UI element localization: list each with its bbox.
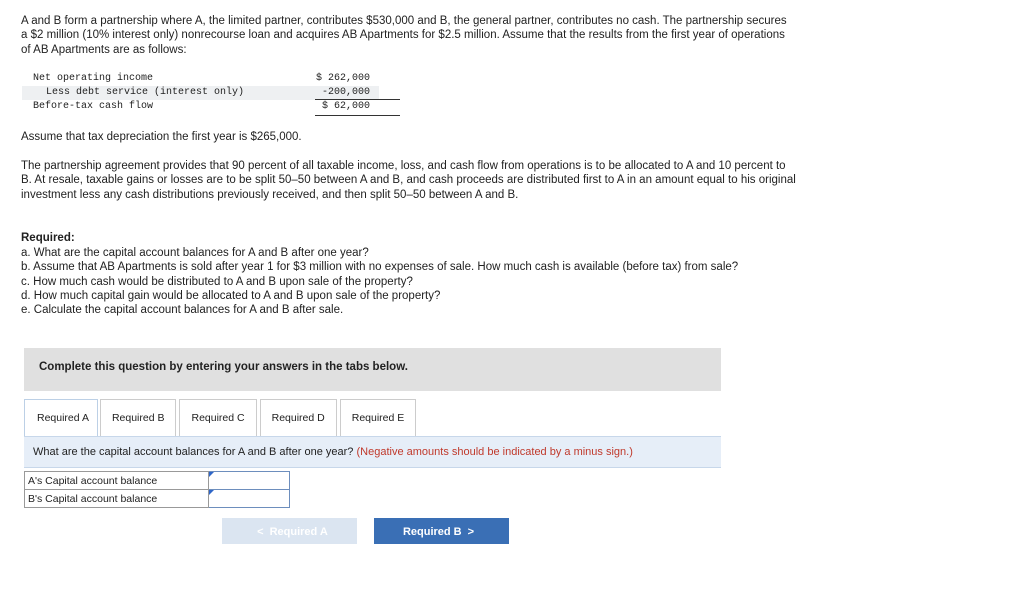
cash-flow-label: Before-tax cash flow [33,101,154,112]
answer-row-a [25,472,290,490]
answer-cell-b [209,490,290,508]
required-list [21,246,796,317]
next-button-label: Required B [402,526,462,538]
answer-table [24,471,290,508]
cash-flow-table [22,72,379,114]
tab-required-a[interactable]: Required A [24,399,98,438]
required-heading: Required: [21,232,75,244]
required-item: d. How much capital gain would be allocated to A and B upon sale of the property? [21,289,441,302]
instruction-text: Complete this question by entering your answers in the tabs below. [39,361,408,373]
tab-required-d[interactable]: Required D [260,399,337,436]
depreciation-text: Assume that tax depreciation the first year is $265,000. [21,131,302,143]
instruction-banner [24,348,721,391]
answer-label-b: B's Capital account balance [25,490,209,508]
cash-flow-row-btcf [22,100,379,114]
cash-flow-value: $ 262,000 [315,73,370,84]
answer-cell-a [209,472,290,490]
tab-required-c[interactable]: Required C [179,399,256,436]
problem-intro: A and B form a partnership where A, the limited partner, contributes $530,000 and B, the general partner, contributes no cash. The partnership secures a $2 million (10% interest only) nonrecourse loan and acquires AB Apartments for $2.5 million. Assume that the results from the first year of operations of AB Apartments are as follows: [21,15,787,56]
question-hint: (Negative amounts should be indicated by a minus sign.) [356,446,633,458]
cash-flow-value: $ 62,000 [321,101,370,112]
agreement-text: The partnership agreement provides that 90 percent of all taxable income, loss, and cash flow from operations is to be allocated to A and 10 percent to B. At resale, taxable gains or losses are to be split 50–50 between A and B, and cash proceeds are distributed first to A in an amount equal to his original investment less any cash distributions previously received, and then split 50–50 between A and B. [21,160,796,201]
a-capital-input[interactable] [209,473,289,488]
cash-flow-row-noi [22,72,379,86]
chevron-left-icon: < [257,526,264,538]
prev-button-label: Required A [269,526,328,538]
required-item: a. What are the capital account balances for A and B after one year? [21,247,369,259]
tab-required-b[interactable]: Required B [100,399,177,436]
total-line [315,115,400,116]
required-item: e. Calculate the capital account balances for A and B after sale. [21,304,344,317]
tab-bar [24,399,419,437]
question-text: What are the capital account balances for A and B after one year? [33,446,354,458]
cash-flow-row-debt-service [22,86,379,100]
question-line [33,446,633,458]
required-item: c. How much cash would be distributed to A and B upon sale of the property? [21,275,413,288]
required-item: b. Assume that AB Apartments is sold after year 1 for $3 million with no expenses of sale. How much cash is available (before tax) from sale? [21,261,739,274]
next-button[interactable] [374,518,509,544]
cash-flow-label: Net operating income [33,73,154,84]
cash-flow-label: Less debt service (interest only) [46,87,245,98]
answer-label-a: A's Capital account balance [25,472,209,490]
prev-button[interactable] [222,518,357,544]
tab-required-e[interactable]: Required E [340,399,417,436]
b-capital-input[interactable] [209,491,289,506]
question-bar [24,436,721,468]
chevron-right-icon: > [467,526,475,538]
cash-flow-value: -200,000 [321,87,370,98]
answer-row-b [25,490,290,508]
